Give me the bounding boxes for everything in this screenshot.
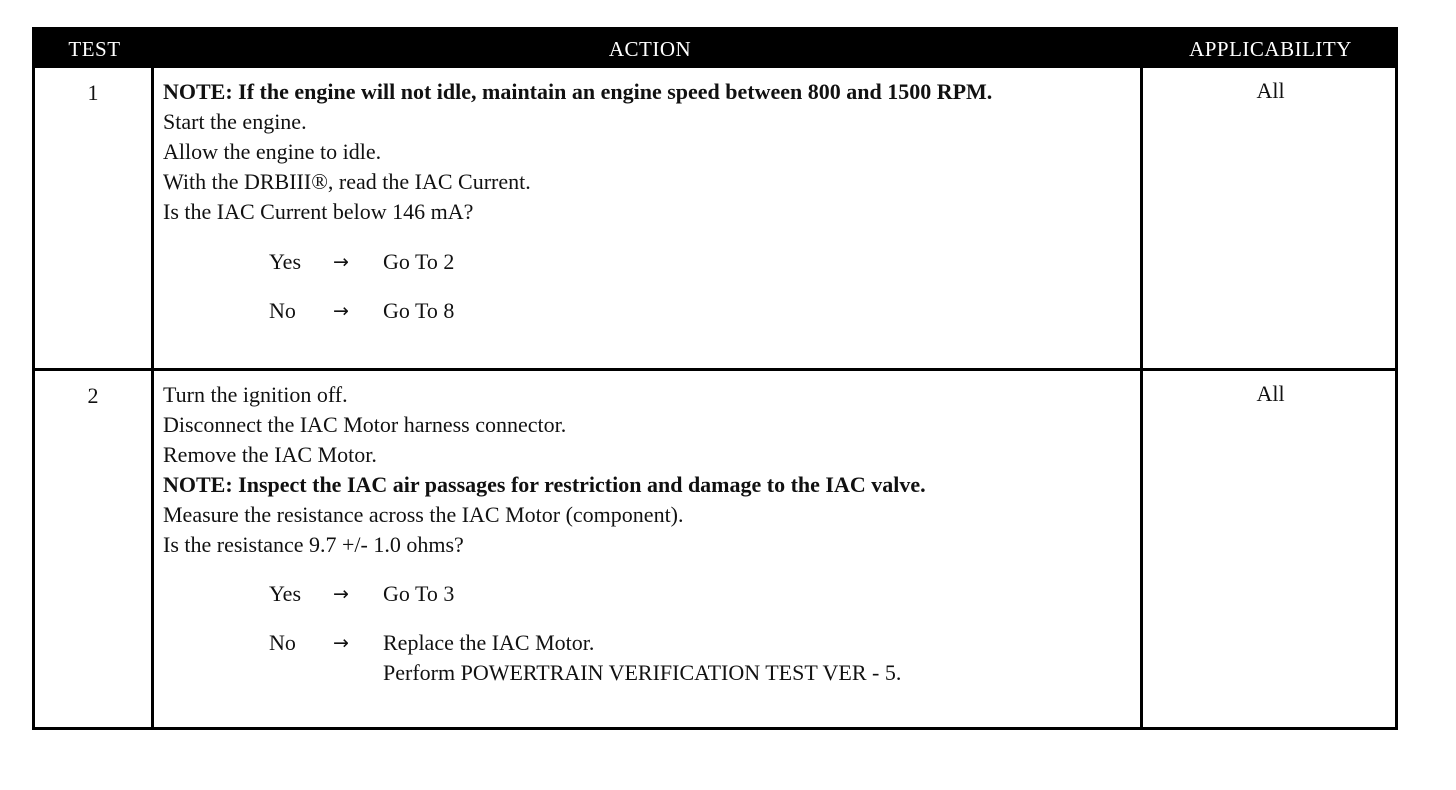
- yes-branch: [163, 579, 1140, 609]
- no-label: No: [269, 630, 296, 655]
- header-action: ACTION: [608, 37, 692, 61]
- step-text: Remove the IAC Motor.: [163, 442, 377, 467]
- goto-link[interactable]: Go To 2: [383, 249, 455, 274]
- yes-branch: [163, 247, 1140, 277]
- goto-link[interactable]: Go To 3: [383, 581, 455, 606]
- note-text: NOTE: If the engine will not idle, maintain an engine speed between 800 and 1500 RPM.: [163, 79, 993, 104]
- no-label: No: [269, 298, 296, 323]
- no-branch: [163, 628, 1140, 688]
- action-cell: [157, 68, 1143, 368]
- question-text: Is the IAC Current below 146 mA?: [163, 199, 474, 224]
- header-test: TEST: [68, 37, 121, 61]
- step-text: Turn the ignition off.: [163, 382, 348, 407]
- action-cell: [157, 371, 1143, 727]
- goto-link[interactable]: Go To 8: [383, 298, 455, 323]
- table-header: [35, 30, 1395, 68]
- yes-label: Yes: [269, 581, 302, 606]
- repair-instruction: Replace the IAC Motor.: [383, 630, 595, 655]
- step-text: With the DRBIII®, read the IAC Current.: [163, 169, 531, 194]
- applicability-value: All: [1256, 78, 1285, 103]
- right-arrow-icon: →: [333, 632, 349, 654]
- right-arrow-icon: →: [333, 583, 349, 605]
- table-row: [35, 68, 1395, 371]
- header-applicability: APPLICABILITY: [1189, 37, 1352, 61]
- diagnostic-test-table: [32, 27, 1398, 730]
- note-text: NOTE: Inspect the IAC air passages for restriction and damage to the IAC valve.: [163, 472, 926, 497]
- right-arrow-icon: →: [333, 300, 349, 322]
- yes-label: Yes: [269, 249, 302, 274]
- question-text: Is the resistance 9.7 +/- 1.0 ohms?: [163, 532, 464, 557]
- table-row: [35, 371, 1395, 727]
- step-text: Disconnect the IAC Motor harness connector.: [163, 412, 567, 437]
- step-text: Start the engine.: [163, 109, 307, 134]
- test-number: 1: [35, 68, 154, 368]
- verification-instruction: Perform POWERTRAIN VERIFICATION TEST VER - 5.: [383, 660, 902, 685]
- applicability-value: All: [1256, 381, 1285, 406]
- right-arrow-icon: →: [333, 251, 349, 273]
- step-text: Allow the engine to idle.: [163, 139, 382, 164]
- step-text: Measure the resistance across the IAC Motor (component).: [163, 502, 684, 527]
- test-number: 2: [35, 371, 154, 727]
- no-branch: [163, 296, 1140, 326]
